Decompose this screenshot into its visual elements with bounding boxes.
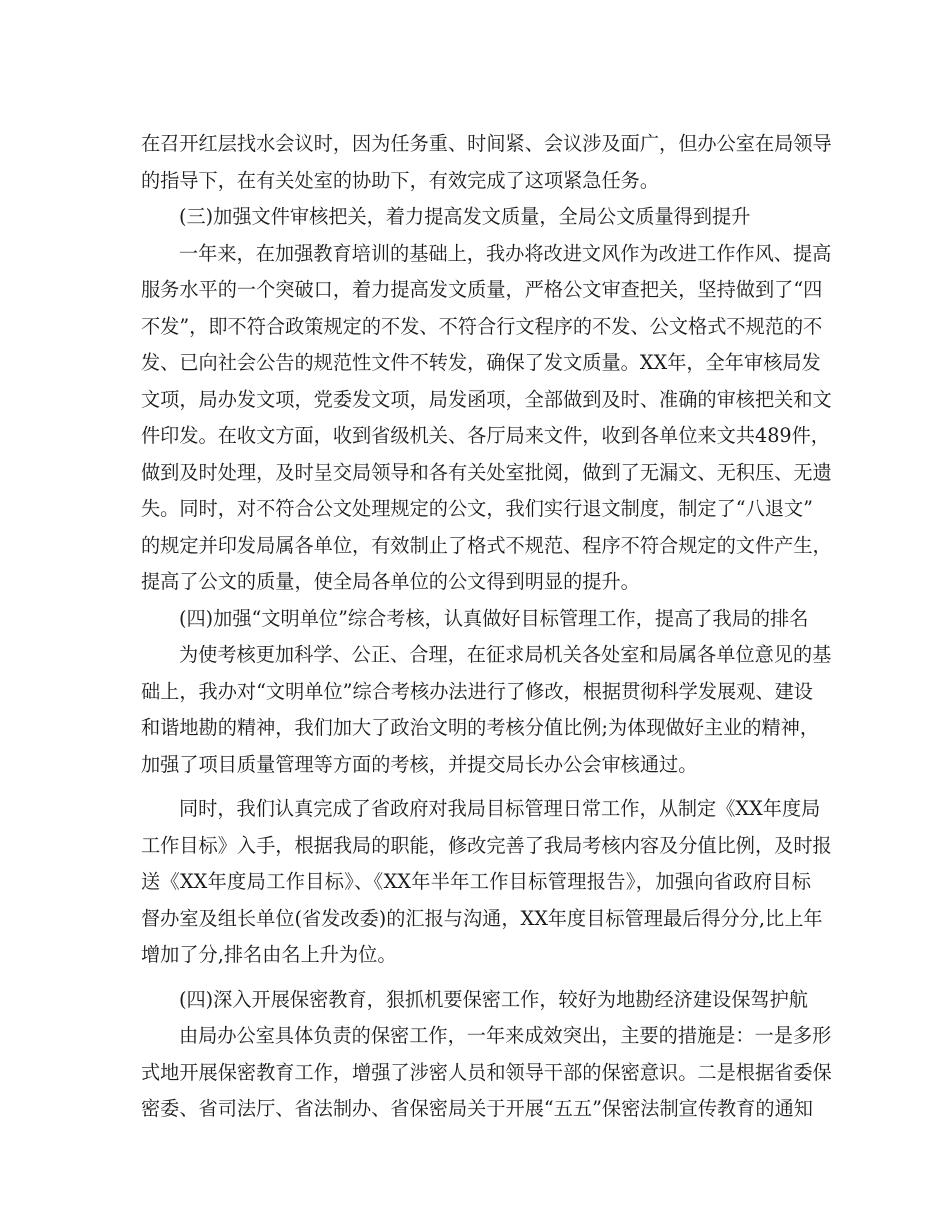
text-line: 提高了公文的质量，使全局各单位的公文得到明显的提升。 xyxy=(141,570,640,593)
text-line: 础上，我办对“文明单位”综合考核办法进行了修改，根据贯彻科学发展观、建设 xyxy=(141,679,813,703)
text-line: 失。同时，对不符合公文处理规定的公文，我们实行退文制度，制定了“八退文” xyxy=(141,497,813,520)
text-line: 同时，我们认真完成了省政府对我局目标管理日常工作，从制定《XX年度局 xyxy=(179,797,821,820)
text-line: 加强了项目质量管理等方面的考核，并提交局长办公会审核通过。 xyxy=(141,752,698,776)
text-line: 做到及时处理，及时呈交局领导和各有关处室批阅，做到了无漏文、无积压、无遗 xyxy=(141,460,832,484)
text-line: 由局办公室具体负责的保密工作，一年来成效突出，主要的措施是：一是多形 xyxy=(179,1024,832,1047)
text-line: 督办室及组长单位(省发改委)的汇报与沟通，XX年度目标管理最后得分分,比上年 xyxy=(141,906,823,930)
text-line: 的指导下，在有关处室的协助下，有效完成了这项紧急任务。 xyxy=(141,168,660,192)
text-line: 件印发。在收文方面，收到省级机关、各厅局来文件，收到各单位来文共489件， xyxy=(141,424,830,447)
text-line: 工作目标》入手，根据我局的职能，修改完善了我局考核内容及分值比例，及时报 xyxy=(141,833,832,857)
text-line: 为使考核更加科学、公正、合理，在征求局机关各处室和局属各单位意见的基 xyxy=(179,643,832,666)
text-line: 和谐地勘的精神，我们加大了政治文明的考核分值比例;为体现做好主业的精神， xyxy=(141,716,820,739)
text-line: 服务水平的一个突破口，着力提高发文质量，严格公文审查把关，坚持做到了“四 xyxy=(141,278,823,301)
text-line: 送《XX年度局工作目标》、《XX年半年工作目标管理报告》，加强向省政府目标 xyxy=(141,870,811,893)
text-line: 一年来，在加强教育培训的基础上，我办将改进文风作为改进工作作风、提高 xyxy=(179,241,832,265)
text-line: 式地开展保密教育工作，增强了涉密人员和领导干部的保密意识。二是根据省委保 xyxy=(141,1060,832,1084)
text-line: 文项，局办发文项，党委发文项，局发函项，全部做到及时、准确的审核把关和文 xyxy=(141,387,832,411)
text-line: 在召开红层找水会议时，因为任务重、时间紧、会议涉及面广，但办公室在局领导 xyxy=(141,132,832,155)
section-heading: (四)加强“文明单位”综合考核，认真做好目标管理工作，提高了我局的排名 xyxy=(179,606,809,630)
section-heading: (四)深入开展保密教育，狠抓机要保密工作，较好为地勘经济建设保驾护航 xyxy=(179,987,808,1011)
text-line: 密委、省司法厅、省法制办、省保密局关于开展“五五”保密法制宣传教育的通知 xyxy=(141,1097,813,1120)
section-heading: (三)加强文件审核把关，着力提高发文质量，全局公文质量得到提升 xyxy=(179,205,751,228)
text-line: 不发”，即不符合政策规定的不发、不符合行文程序的不发、公文格式不规范的不 xyxy=(141,314,823,338)
document-body xyxy=(141,126,832,1128)
text-line: 的规定并印发局属各单位，有效制止了格式不规范、程序不符合规定的文件产生， xyxy=(141,533,832,557)
text-line: 发、已向社会公告的规范性文件不转发，确保了发文质量。XX年，全年审核局发 xyxy=(141,351,821,374)
text-line: 增加了分,排名由名上升为位。 xyxy=(141,943,397,966)
